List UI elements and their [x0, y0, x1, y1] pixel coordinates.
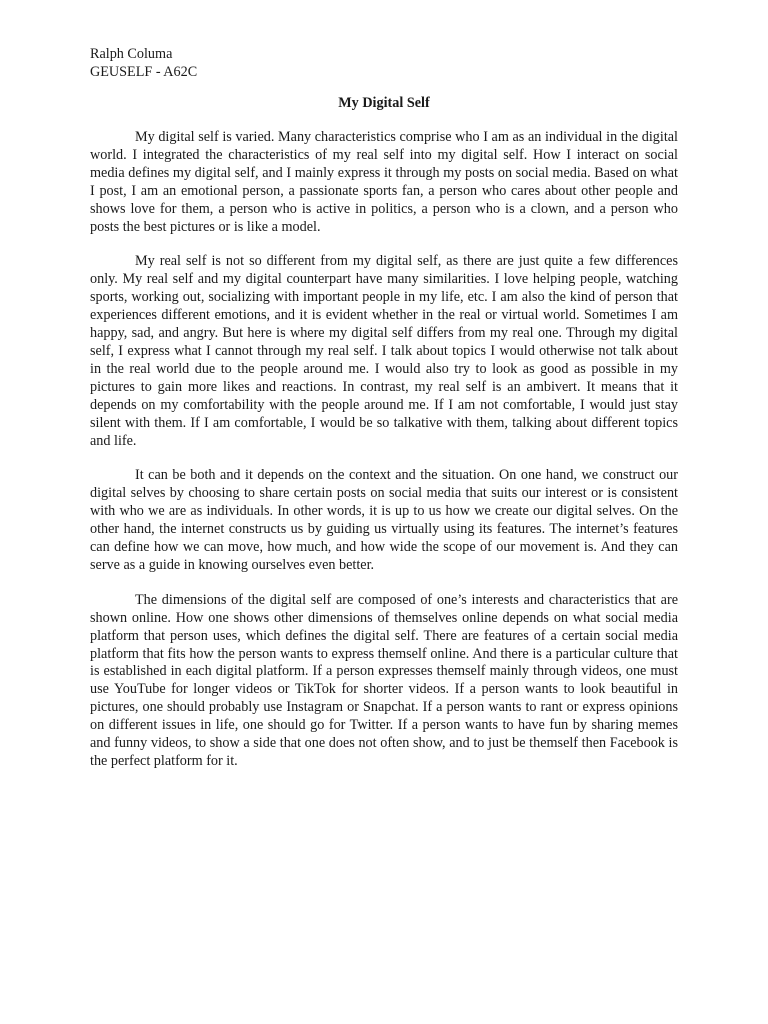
author-name: Ralph Columa	[90, 46, 173, 62]
document-header	[90, 45, 197, 81]
document-body	[90, 129, 678, 788]
paragraph-3: It can be both and it depends on the context and the situation. On one hand, we construct our digital selves by choosing to share certain posts on social media that suits our interest or is consistent with who we are as individuals. In other words, it is up to us how we create our digital selves. On the other hand, the internet constructs us by guiding us virtually using its features. The internet’s features can define how we can move, how much, and how wide the scope of our movement is. And they can serve as a guide in knowing ourselves even better.	[90, 467, 678, 573]
course-code: GEUSELF - A62C	[90, 64, 198, 80]
document-title: My Digital Self	[338, 95, 430, 111]
paragraph-2: My real self is not so different from my digital self, as there are just quite a few differences only. My real self and my digital counterpart have many similarities. I love helping people, watching sports, working out, socializing with important people in my life, etc. I am also the kind of person that experiences different emotions, and it is evident whether in the real or virtual world. Sometimes I am happy, sad, and angry. But here is where my digital self differs from my real one. Through my digital self, I express what I cannot through my real self. I talk about topics I would otherwise not talk about in the real world due to the people around me. I would also try to look as good as possible in my pictures to gain more likes and reactions. In contrast, my real self is an ambivert. It means that it depends on my comfortability with the people around me. If I am not comfortable, I would just stay silent with them. If I am comfortable, I would be so talkative with them, talking about different topics and life.	[90, 253, 678, 449]
paragraph-1: My digital self is varied. Many characteristics comprise who I am as an individual in the digital world. I integrated the characteristics of my real self into my digital self. How I interact on social media defines my digital self, and I mainly express it through my posts on social media. Based on what I post, I am an emotional person, a passionate sports fan, a person who cares about other people and shows love for them, a person who is active in politics, a person who is a clown, and a person who posts the best pictures or is like a model.	[90, 129, 678, 235]
paragraph-4: The dimensions of the digital self are composed of one’s interests and characteristics that are shown online. How one shows other dimensions of themselves online depends on what social media platform that person uses, which defines the digital self. There are features of a certain social media platform that fits how the person wants to express themself online. And there is a particular culture that is established in each digital platform. If a person expresses themself mainly through videos, one must use YouTube for longer videos or TikTok for shorter videos. If a person wants to look beautiful in pictures, one should probably use Instagram or Snapchat. If a person wants to rant or express opinions on different issues in life, one should go for Twitter. If a person wants to have fun by sharing memes and funny videos, to show a side that one does not often show, and to just be themself then Facebook is the perfect platform for it.	[90, 591, 678, 769]
